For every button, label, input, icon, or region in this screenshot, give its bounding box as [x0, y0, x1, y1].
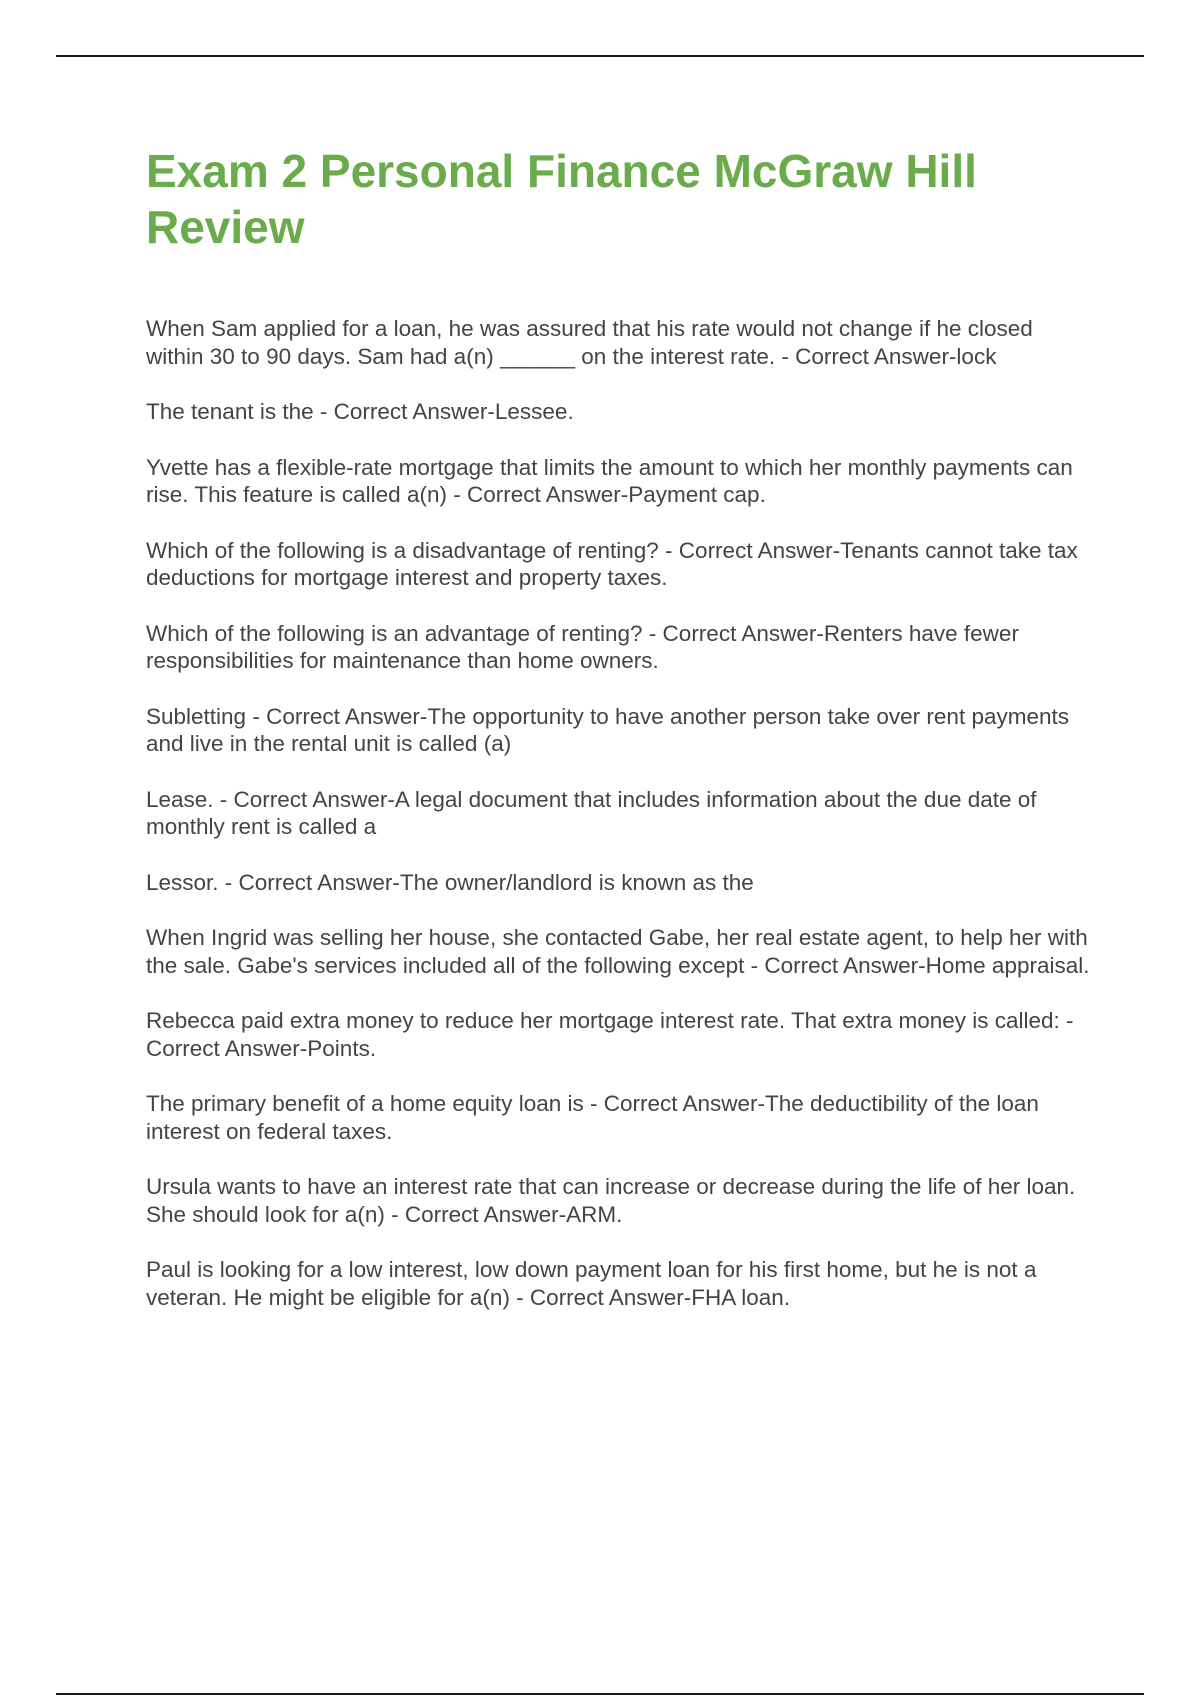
qa-item: The tenant is the - Correct Answer-Lessee. [146, 399, 574, 424]
qa-item: When Sam applied for a loan, he was assured that his rate would not change if he closed within 30 to 90 days. Sam had a(n) ______ on the interest rate. - Correct Answer-lock [146, 316, 1033, 369]
qa-item: Which of the following is an advantage of renting? - Correct Answer-Renters have fewer responsibilities for maintenance than home owners. [146, 620, 1019, 673]
qa-item: Lease. - Correct Answer-A legal document that includes information about the due date of monthly rent is called a [146, 786, 1037, 839]
document-title: Exam 2 Personal Finance McGraw Hill Review [146, 145, 977, 253]
footer-rule [56, 1693, 1144, 1695]
qa-item: Yvette has a flexible-rate mortgage that limits the amount to which her monthly payments can rise. This feature is called a(n) - Correct Answer-Payment cap. [146, 454, 1073, 507]
qa-item: The primary benefit of a home equity loan is - Correct Answer-The deductibility of the loan interest on federal taxes. [146, 1091, 1039, 1144]
qa-item: Paul is looking for a low interest, low down payment loan for his first home, but he is not a veteran. He might be eligible for a(n) - Correct Answer-FHA loan. [146, 1257, 1037, 1310]
qa-list [146, 315, 1091, 1311]
qa-item: Ursula wants to have an interest rate that can increase or decrease during the life of her loan. She should look for a(n) - Correct Answer-ARM. [146, 1174, 1076, 1227]
qa-item: Which of the following is a disadvantage of renting? - Correct Answer-Tenants cannot take tax deductions for mortgage interest and property taxes. [146, 537, 1078, 590]
qa-item: Rebecca paid extra money to reduce her mortgage interest rate. That extra money is called: - Correct Answer-Points. [146, 1008, 1074, 1061]
qa-item: Lessor. - Correct Answer-The owner/landlord is known as the [146, 869, 754, 895]
header-rule [56, 55, 1144, 57]
qa-item: Subletting - Correct Answer-The opportunity to have another person take over rent payments and live in the rental unit is called (a) [146, 703, 1069, 756]
document-body [146, 143, 1091, 1339]
qa-item: When Ingrid was selling her house, she contacted Gabe, her real estate agent, to help her with the sale. Gabe's services included all of the following except - Correct Answer-Home appraisal. [146, 925, 1090, 978]
